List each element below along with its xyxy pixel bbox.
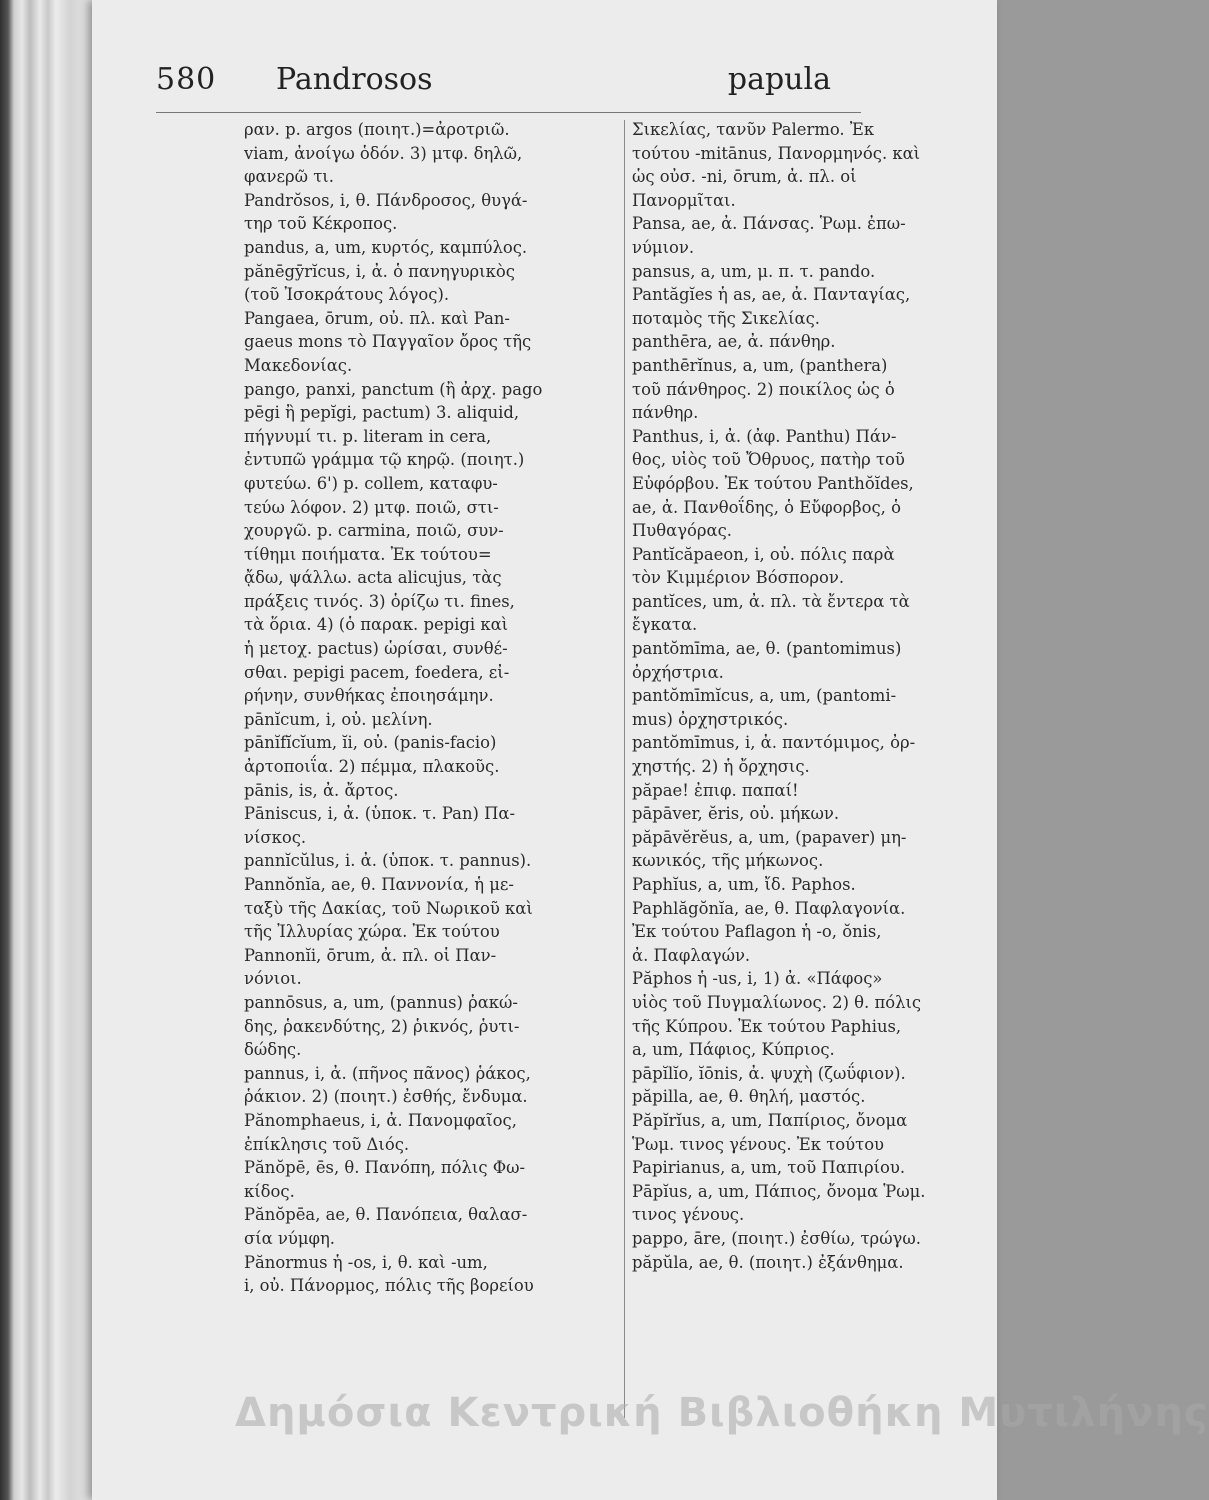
text-line: φυτεύω. 6') p. collem, καταφυ- [244, 473, 498, 493]
text-line: ἡ μετοχ. pactus) ὡρίσαι, συνθέ- [244, 639, 508, 659]
text-line: Pannŏnĭa, ae, θ. Παννονία, ἡ με- [244, 875, 514, 894]
text-line: ραν. p. argos (ποιητ.)=ἀροτριῶ. [244, 120, 510, 139]
text-line: νύμιον. [632, 237, 695, 257]
text-line: viam, ἀνοίγω ὁδόν. 3) μτφ. δηλῶ, [244, 143, 523, 163]
text-line: τῆς Κύπρου. Ἐκ τούτου Paphius, [632, 1016, 902, 1036]
page-number: 580 [156, 62, 217, 97]
library-watermark: Δημόσια Κεντρική Βιβλιοθήκη Μυτιλήνης [235, 1390, 1209, 1436]
text-line: ᾄδω, ψάλλω. acta alicujus, τὰς [244, 568, 502, 588]
text-line: gaeus mons τὸ Παγγαῖον ὄρος τῆς [244, 332, 532, 352]
text-line: pantŏmīma, ae, θ. (pantomimus) [632, 639, 902, 659]
text-line: Păphos ἡ -us, i, 1) ἀ. «Πάφος» [632, 969, 883, 989]
text-line: pānis, is, ἀ. ἄρτος. [244, 780, 399, 800]
text-line: Pănormus ἡ -os, i, θ. καὶ -um, [244, 1252, 488, 1272]
text-line: pānĭcum, i, οὐ. μελίνη. [244, 709, 433, 729]
text-line: τῆς Ἰλλυρίας χώρα. Ἐκ τούτου [244, 922, 500, 942]
text-line: δώδης. [244, 1040, 302, 1060]
text-line: κίδος. [244, 1181, 295, 1201]
text-line: Pănŏpē, ēs, θ. Πανόπη, πόλις Φω- [244, 1158, 526, 1178]
text-line: pantŏmīmĭcus, a, um, (pantomi- [632, 686, 897, 706]
text-line: Paphĭus, a, um, ἴδ. Paphos. [632, 875, 856, 894]
text-line: Μακεδονίας. [244, 355, 353, 375]
text-line: Pannonĭi, ōrum, ἀ. πλ. οἱ Παν- [244, 945, 497, 965]
text-line: mus) ὀρχηστρικός. [632, 709, 789, 729]
text-line: (τοῦ Ἰσοκράτους λόγος). [244, 285, 450, 305]
text-line: ρήνην, συνθήκας ἐποιησάμην. [244, 686, 494, 706]
text-line: ὡς οὐσ. -ni, ōrum, ἀ. πλ. οἱ [632, 167, 857, 187]
text-line: păpŭla, ae, θ. (ποιητ.) ἐξάνθημα. [632, 1252, 904, 1272]
text-line: τοῦ πάνθηρος. 2) ποικίλος ὡς ὁ [632, 379, 895, 399]
text-line: pănēgȳrĭcus, i, ἀ. ὁ πανηγυρικὸς [244, 261, 515, 281]
text-line: Paphlăgŏnĭa, ae, θ. Παφλαγονία. [632, 898, 906, 918]
text-line: ἐντυπῶ γράμμα τῷ κηρῷ. (ποιητ.) [244, 450, 525, 470]
text-line: ποταμὸς τῆς Σικελίας. [632, 308, 820, 328]
header-last-entry: papula [727, 62, 831, 97]
text-line: pāpāver, ĕris, οὐ. μήκων. [632, 804, 840, 824]
text-line: τηρ τοῦ Κέκροπος. [244, 214, 398, 234]
text-line: pāpĭlĭo, ĭōnis, ἀ. ψυχὴ (ζωΰφιον). [632, 1063, 906, 1083]
text-line: Πανορμῖται. [632, 190, 736, 210]
text-line: ae, ἀ. Πανθοΐδης, ὁ Εὔφορβος, ὁ [632, 497, 901, 517]
text-line: υἱὸς τοῦ Πυγμαλίωνος. 2) θ. πόλις [632, 992, 922, 1012]
text-line: i, οὐ. Πάνορμος, πόλις τῆς βορείου [244, 1276, 534, 1296]
text-line: ἀρτοποιΐα. 2) πέμμα, πλακοῦς. [244, 757, 500, 777]
text-line: Pantăgĭes ἡ as, ae, ἀ. Πανταγίας, [632, 285, 911, 305]
text-line: păpāvĕrĕus, a, um, (papaver) μη- [632, 827, 907, 847]
text-line: pansus, a, um, μ. π. τ. pando. [632, 261, 876, 281]
right-column [632, 118, 996, 1274]
left-column [244, 118, 616, 1298]
text-line: ταξὺ τῆς Δακίας, τοῦ Νωρικοῦ καὶ [244, 898, 533, 918]
page-header [156, 62, 957, 102]
text-line: Pāniscus, i, ἀ. (ὑποκ. τ. Pan) Πα- [244, 804, 516, 824]
text-line: pantŏmīmus, i, ἀ. παντόμιμος, ὀρ- [632, 733, 916, 753]
header-rule [156, 112, 861, 113]
text-line: pango, panxi, panctum (ἢ ἀρχ. pago [244, 379, 543, 399]
text-line: τούτου -mitānus, Πανορμηνός. καὶ [632, 143, 921, 163]
text-line: pēgi ἢ pepĭgi, pactum) 3. aliquid, [244, 403, 520, 423]
column-divider [624, 120, 625, 1418]
text-line: νίσκος. [244, 827, 307, 847]
text-line: κωνικός, τῆς μήκωνος. [632, 851, 824, 871]
text-line: θος, υἱὸς τοῦ Ὄθρυος, πατὴρ τοῦ [632, 450, 905, 470]
text-line: χηστής. 2) ἡ ὄρχησις. [632, 757, 810, 777]
text-line: σθαι. pepigi pacem, foedera, εἰ- [244, 662, 510, 682]
text-line: πάνθηρ. [632, 403, 699, 423]
text-line: νόνιοι. [244, 969, 302, 989]
text-line: φανερῶ τι. [244, 167, 334, 187]
text-line: Pangaea, ōrum, οὐ. πλ. καὶ Pan- [244, 308, 510, 328]
text-line: panthēra, ae, ἀ. πάνθηρ. [632, 332, 836, 352]
text-line: τὰ ὅρια. 4) (ὁ παρακ. pepigi καὶ [244, 615, 509, 635]
text-line: Păpĭrĭus, a, um, Παπίριος, ὄνομα [632, 1110, 908, 1130]
text-line: Εὐφόρβου. Ἐκ τούτου Panthŏĭdes, [632, 473, 914, 493]
text-line: Pandrŏsos, i, θ. Πάνδροσος, θυγά- [244, 190, 528, 210]
text-line: Papirianus, a, um, τοῦ Παπιρίου. [632, 1158, 906, 1178]
text-line: τεύω λόφον. 2) μτφ. ποιῶ, στι- [244, 497, 499, 517]
text-line: păpae! ἐπιφ. παπαί! [632, 780, 799, 800]
text-line: πήγνυμί τι. p. literam in cera, [244, 426, 492, 446]
text-line: Panthus, i, ἀ. (ἀφ. Panthu) Πάν- [632, 426, 897, 446]
text-line: păpilla, ae, θ. θηλή, μαστός. [632, 1087, 866, 1107]
text-line: pantĭces, um, ἀ. πλ. τὰ ἔντερα τὰ [632, 591, 910, 611]
text-line: Pāpĭus, a, um, Πάπιος, ὄνομα Ῥωμ. [632, 1181, 926, 1201]
text-line: pannus, i, ἀ. (πῆνος πᾶνος) ῥάκος, [244, 1063, 531, 1083]
text-line: ῥάκιον. 2) (ποιητ.) ἐσθής, ἔνδυμα. [244, 1087, 528, 1107]
text-line: ἀ. Παφλαγών. [632, 945, 751, 965]
text-line: a, um, Πάφιος, Κύπριος. [632, 1040, 835, 1060]
text-line: ὀρχήστρια. [632, 662, 724, 682]
text-line: Πυθαγόρας. [632, 521, 732, 541]
text-line: Pănŏpēa, ae, θ. Πανόπεια, θαλασ- [244, 1205, 528, 1225]
text-line: Ἐκ τούτου Paflagon ἡ -o, ŏnis, [632, 922, 882, 942]
text-line: Pansa, ae, ἀ. Πάνσας. Ῥωμ. ἐπω- [632, 214, 906, 234]
text-line: Pănomphaeus, i, ἀ. Πανομφαῖος, [244, 1110, 517, 1130]
text-line: pannĭcŭlus, i. ἀ. (ὑποκ. τ. pannus). [244, 851, 532, 871]
text-line: τίθημι ποιήματα. Ἐκ τούτου= [244, 544, 492, 564]
text-line: ἔγκατα. [632, 615, 698, 635]
text-line: τὸν Κιμμέριον Βόσπορον. [632, 568, 845, 588]
text-line: σία νύμφη. [244, 1228, 335, 1248]
text-line: τινος γένους. [632, 1205, 745, 1225]
text-line: Pantĭcăpaeon, i, οὐ. πόλις παρὰ [632, 544, 895, 564]
text-line: δης, ῥακενδύτης, 2) ῥικνός, ῥυτι- [244, 1016, 520, 1036]
text-line: ἐπίκλησις τοῦ Διός. [244, 1134, 410, 1154]
text-line: pānĭfĭcĭum, ĭi, οὐ. (panis-facio) [244, 733, 497, 753]
header-first-entry: Pandrosos [276, 62, 433, 97]
text-line: Ῥωμ. τινος γένους. Ἐκ τούτου [632, 1134, 885, 1154]
text-line: Σικελίας, τανῦν Palermo. Ἐκ [632, 120, 875, 139]
text-line: pandus, a, um, κυρτός, καμπύλος. [244, 237, 528, 257]
text-line: pannōsus, a, um, (pannus) ῥακώ- [244, 992, 518, 1012]
text-line: πράξεις τινός. 3) ὁρίζω τι. fines, [244, 591, 515, 611]
text-line: panthērĭnus, a, um, (panthera) [632, 355, 888, 375]
text-line: pappo, āre, (ποιητ.) ἐσθίω, τρώγω. [632, 1228, 921, 1248]
text-line: χουργῶ. p. carmina, ποιῶ, συν- [244, 521, 504, 541]
